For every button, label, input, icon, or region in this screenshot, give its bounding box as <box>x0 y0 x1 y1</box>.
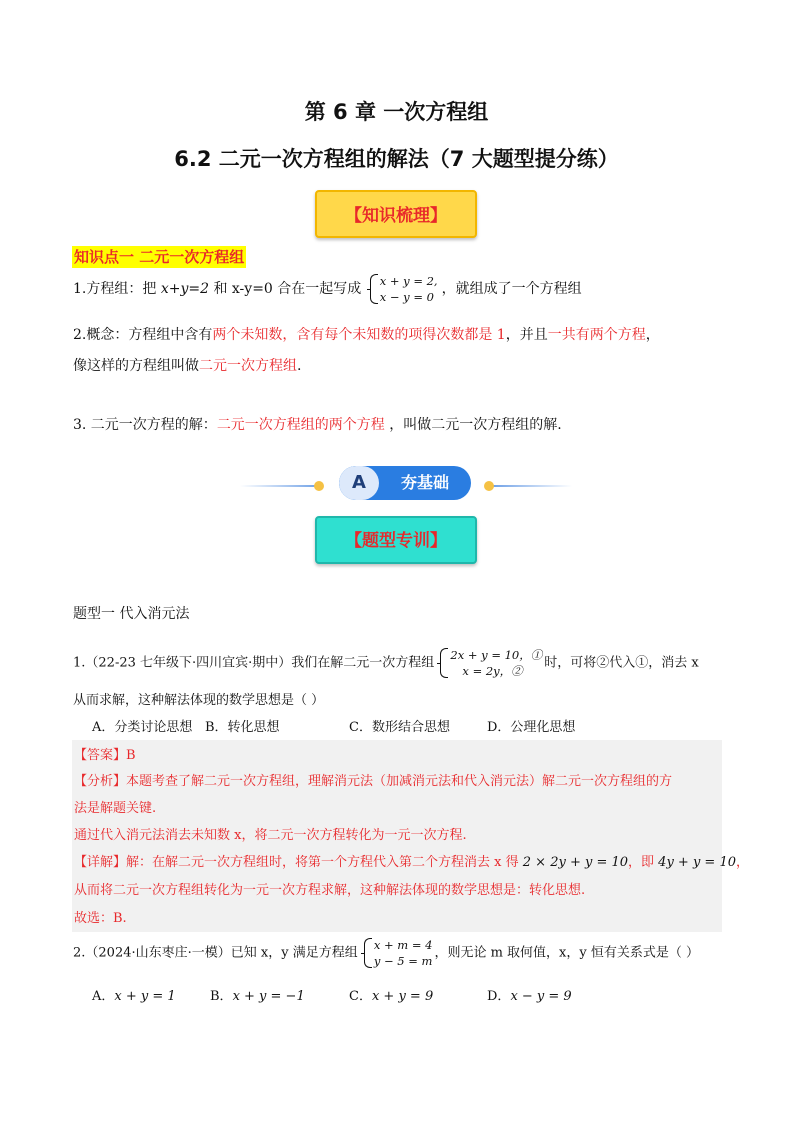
knowledge-item-3 <box>73 414 562 434</box>
sys1-line1: x + y = 2, <box>379 274 438 288</box>
detail-eq2: 4y + y = 10 <box>658 855 736 870</box>
equation-system-1 <box>370 273 438 305</box>
question-2-line1 <box>73 937 699 969</box>
detail-eq1: 2 × 2y + y = 10 <box>522 855 629 870</box>
question-1-line2: 从而求解，这种解法体现的数学思想是（ ） <box>73 693 325 708</box>
sys1-line2: x − y = 0 <box>379 290 434 304</box>
q2-option-a[interactable] <box>92 985 176 1004</box>
section-title: 6.2 二元一次方程组的解法（7 大题型提分练） <box>174 147 619 171</box>
equation-system-q1 <box>440 647 542 679</box>
q2-sys-line2: y − 5 = m <box>373 954 433 968</box>
brace-icon <box>364 938 372 968</box>
detail-line3: 故选：B. <box>74 911 127 926</box>
knowledge-item-2-line2 <box>73 355 301 375</box>
item1-prefix: 1.方程组：把 <box>73 281 161 297</box>
item2-text1: 2.概念：方程组中含有 <box>73 327 213 343</box>
level-letter: A <box>339 466 379 500</box>
detail-tag: 【详解】 <box>74 855 127 870</box>
q2-option-b[interactable] <box>210 985 305 1004</box>
banner-line-left <box>240 485 320 487</box>
analysis-line1 <box>74 770 672 789</box>
item2-red2: 一共有两个方程 <box>547 327 646 343</box>
analysis-line3: 通过代入消元法消去未知数 x，将二元一次方程转化为一元一次方程. <box>74 828 467 843</box>
q2-option-d-label: D． <box>487 989 511 1004</box>
detail-text3: ， <box>736 855 750 870</box>
analysis-text1: 本题考查了解二元一次方程组，理解消元法（加减消元法和代入消元法）解二元一次方程组的方 <box>126 774 673 789</box>
detail-text1: 解：在解二元一次方程组时，将第一个方程代入第二个方程消去 x 得 <box>126 855 519 870</box>
knowledge-summary-box: 【知识梳理】 <box>315 190 477 238</box>
item2-text3: ， <box>645 327 660 343</box>
detail-text2: ，即 <box>628 855 655 870</box>
q2-prefix: 2.（2024·山东枣庄·一模）已知 x，y 满足方程组 <box>73 945 358 961</box>
q1-option-b[interactable]: B．转化思想 <box>205 720 280 735</box>
item3-red: 二元一次方程组的两个方程 <box>216 417 385 433</box>
knowledge-item-2-line1 <box>73 324 660 344</box>
q2-option-a-eq: x + y = 1 <box>114 989 176 1004</box>
q1-prefix: 1.（22-23 七年级下·四川宜宾·期中）我们在解二元一次方程组 <box>73 655 435 671</box>
banner-dot-right-icon <box>484 481 494 491</box>
topic-1-heading: 题型一 代入消元法 <box>73 606 190 622</box>
q1-sys-line2: x = 2y，② <box>462 664 523 678</box>
q2-option-d[interactable] <box>487 985 572 1004</box>
q1-option-d[interactable]: D．公理化思想 <box>487 720 576 735</box>
brace-icon <box>370 274 378 304</box>
item3-text2: ，叫做二元一次方程组的解. <box>384 417 562 433</box>
item2-line2-text: 像这样的方程组叫做 <box>73 358 199 374</box>
level-label: 夯基础 <box>400 473 449 492</box>
knowledge-point-heading: 知识点一 二元一次方程组 <box>74 248 245 266</box>
q2-option-c-eq: x + y = 9 <box>371 989 434 1004</box>
q1-option-c[interactable]: C．数形结合思想 <box>349 720 450 735</box>
item2-text2: ，并且 <box>505 327 548 343</box>
q1-option-a[interactable]: A．分类讨论思想 <box>92 720 193 735</box>
q2-option-a-label: A． <box>92 989 115 1004</box>
level-banner <box>339 466 471 500</box>
q1-suffix: 时，可将②代入①，消去 x <box>544 655 699 671</box>
q2-option-b-eq: x + y = −1 <box>232 989 305 1004</box>
q2-option-c[interactable] <box>349 985 433 1004</box>
detail-line2: 从而将二元一次方程组转化为一元一次方程求解，这种解法体现的数学思想是：转化思想. <box>74 883 586 898</box>
q2-option-b-label: B． <box>210 989 233 1004</box>
q2-suffix: ，则无论 m 取何值，x，y 恒有关系式是（ ） <box>434 945 700 961</box>
q1-sys-line1: 2x + y = 10，① <box>450 648 543 662</box>
item3-text1: 3. 二元一次方程的解： <box>73 417 217 433</box>
analysis-tag: 【分析】 <box>74 774 127 789</box>
q2-sys-line1: x + m = 4 <box>373 938 433 952</box>
item1-eq1: x+y=2 <box>160 281 209 297</box>
detail-line1 <box>74 851 749 870</box>
banner-dot-left-icon <box>314 481 324 491</box>
knowledge-item-1 <box>73 273 582 305</box>
q2-option-c-label: C． <box>349 989 372 1004</box>
item2-red1: 两个未知数，含有每个未知数的项得次数都是 1 <box>212 327 506 343</box>
item1-mid: 和 x-y=0 合在一起写成 <box>209 281 362 297</box>
analysis-line2: 法是解题关键. <box>74 801 157 816</box>
item2-line2-red: 二元一次方程组 <box>199 358 297 374</box>
equation-system-q2 <box>364 937 433 969</box>
topic-training-box: 【题型专训】 <box>315 516 477 564</box>
chapter-title: 第 6 章 一次方程组 <box>304 100 489 124</box>
q2-option-d-eq: x − y = 9 <box>510 989 572 1004</box>
item2-line2-end: . <box>297 358 302 374</box>
question-1-line1 <box>73 647 699 679</box>
brace-icon <box>440 648 448 678</box>
answer-line: 【答案】B <box>74 748 136 763</box>
banner-line-right <box>492 485 572 487</box>
item1-suffix: ，就组成了一个方程组 <box>441 281 582 297</box>
